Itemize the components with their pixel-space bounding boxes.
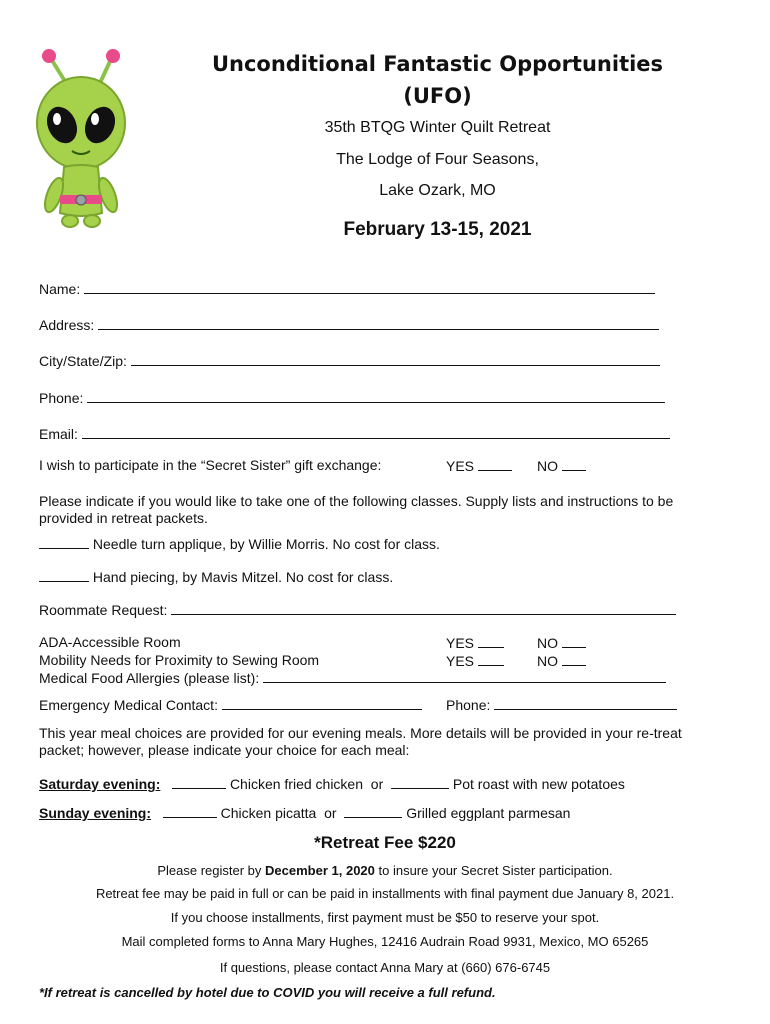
ada-room-label: ADA-Accessible Room <box>39 634 181 650</box>
covid-refund-note: *If retreat is cancelled by hotel due to COVID you will receive a full refund. <box>39 985 496 1000</box>
questions-note: If questions, please contact Anna Mary at (660) 676-6745 <box>219 960 551 975</box>
emergency-phone-field[interactable] <box>446 696 677 713</box>
alien-mascot-icon <box>28 45 138 230</box>
meals-intro: This year meal choices are provided for our evening meals. More details will be provided in your re-treat packet; however, please indicate your choice for each meal: <box>39 725 682 758</box>
secret-sister-yes[interactable]: YES <box>446 457 512 474</box>
email-field[interactable] <box>39 425 670 442</box>
mobility-yes[interactable]: YES <box>446 652 504 669</box>
mail-note: Mail completed forms to Anna Mary Hughes, 12416 Audrain Road 9931, Mexico, MO 65265 <box>121 934 649 949</box>
sunday-meal-row[interactable]: Sunday evening: Chicken picatta or Grilled eggplant parmesan <box>39 805 571 821</box>
saturday-meal-row[interactable]: Saturday evening: Chicken fried chicken or Pot roast with new potatoes <box>39 776 625 792</box>
mobility-label: Mobility Needs for Proximity to Sewing Room <box>39 652 320 668</box>
title-line1: Unconditional Fantastic Opportunities <box>211 52 664 76</box>
venue: The Lodge of Four Seasons, <box>336 151 539 168</box>
name-label: Name: <box>39 281 81 297</box>
class-needle-turn[interactable]: Needle turn applique, by Willie Morris. No cost for class. <box>39 535 440 552</box>
mobility-no[interactable]: NO <box>537 652 586 669</box>
emergency-contact-label: Emergency Medical Contact: <box>39 697 218 713</box>
saturday-label: Saturday evening: <box>39 776 161 792</box>
class-hand-piecing[interactable]: Hand piecing, by Mavis Mitzel. No cost for class. <box>39 568 393 585</box>
retreat-fee: *Retreat Fee $220 <box>314 833 456 852</box>
sunday-label: Sunday evening: <box>39 805 152 821</box>
address-label: Address: <box>39 317 95 333</box>
address-field[interactable] <box>39 316 659 333</box>
allergies-label: Medical Food Allergies (please list): <box>39 670 260 686</box>
city-state-zip-field[interactable] <box>39 352 660 369</box>
ada-room-yes[interactable]: YES <box>446 634 504 651</box>
location: Lake Ozark, MO <box>379 182 496 199</box>
roommate-label: Roommate Request: <box>39 602 168 618</box>
city-label: City/State/Zip: <box>39 353 127 369</box>
title-line2: (UFO) <box>403 84 472 108</box>
emergency-phone-label: Phone: <box>446 697 491 713</box>
emergency-contact-field[interactable] <box>39 696 422 713</box>
installments-note: Retreat fee may be paid in full or can be paid in installments with final payment due January 8, 2021. <box>95 886 675 901</box>
email-label: Email: <box>39 426 78 442</box>
phone-label: Phone: <box>39 390 84 406</box>
secret-sister-question: I wish to participate in the “Secret Sister” gift exchange: <box>39 457 382 473</box>
register-note: Please register by December 1, 2020 to insure your Secret Sister participation. <box>157 863 613 878</box>
secret-sister-no[interactable]: NO <box>537 457 586 474</box>
event-name: 35th BTQG Winter Quilt Retreat <box>324 119 551 136</box>
name-field[interactable] <box>39 280 655 297</box>
phone-field[interactable] <box>39 389 665 406</box>
event-dates: February 13-15, 2021 <box>343 219 532 240</box>
ada-room-no[interactable]: NO <box>537 634 586 651</box>
roommate-field[interactable] <box>39 601 676 618</box>
classes-intro: Please indicate if you would like to take one of the following classes. Supply lists and instructions to be provided in retreat packets. <box>39 493 674 526</box>
allergies-field[interactable] <box>39 669 666 686</box>
first-payment-note: If you choose installments, first payment must be $50 to reserve your spot. <box>170 910 600 925</box>
